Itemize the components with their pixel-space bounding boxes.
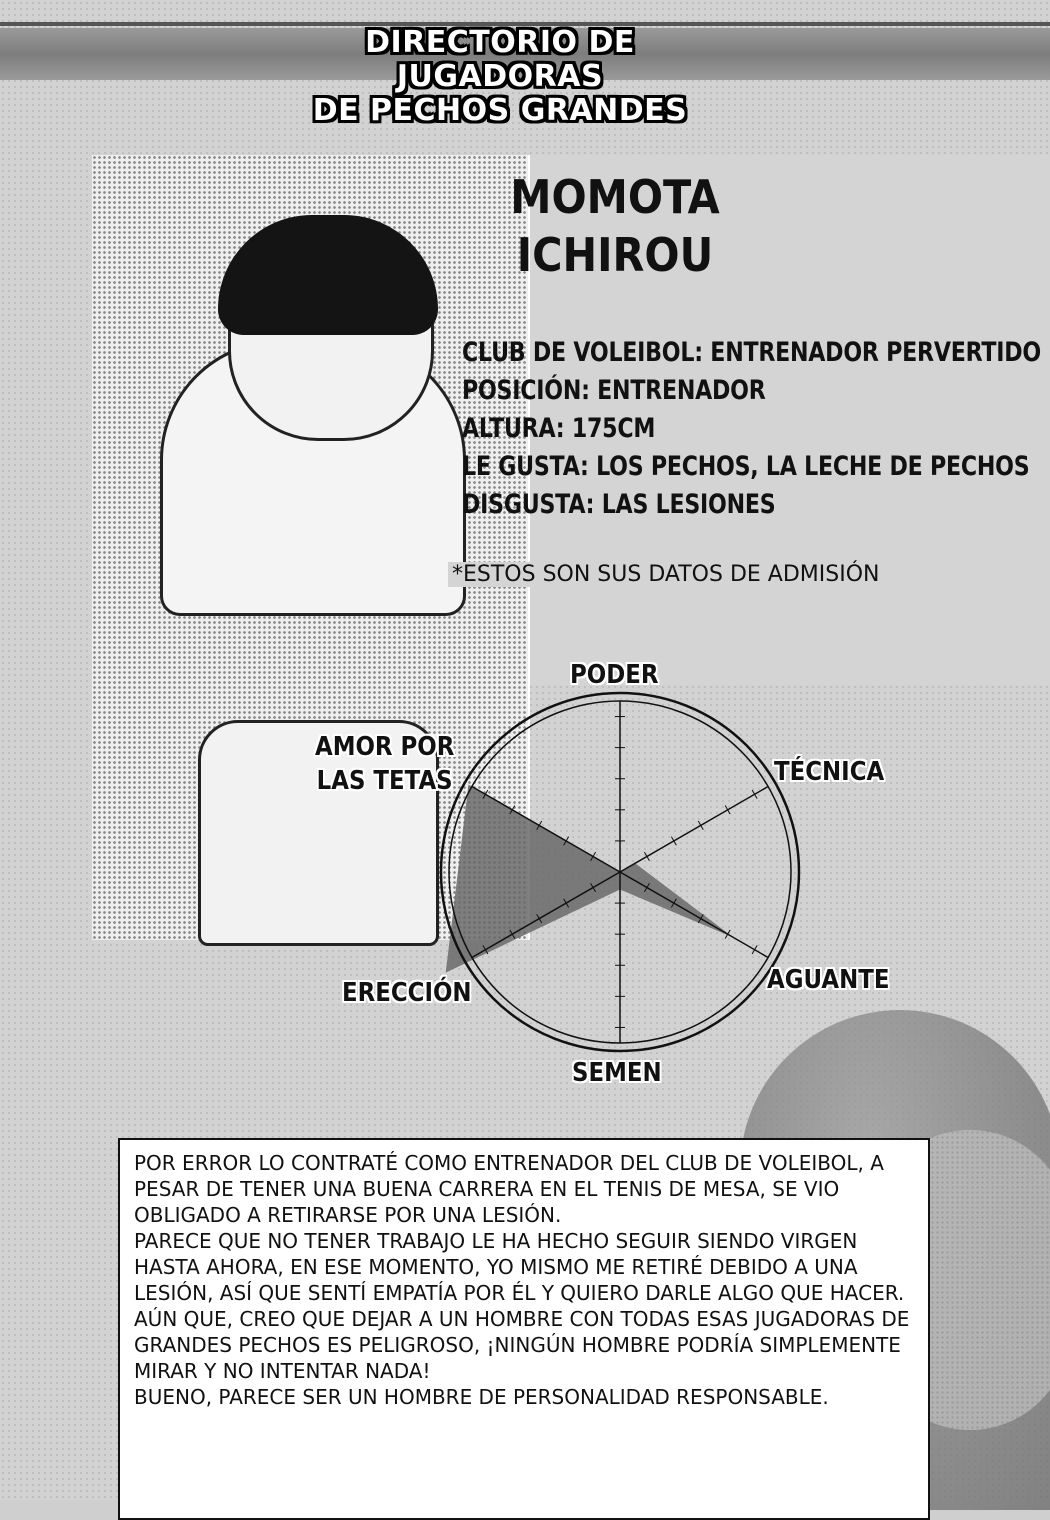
radar-tick: [752, 945, 757, 954]
radar-tick: [752, 790, 757, 799]
info-club: CLUB DE VOLEIBOL: ENTRENADOR PERVERTIDO: [462, 337, 1041, 368]
radar-label-ereccion: ERECCIÓN: [342, 978, 472, 1008]
info-likes: LE GUSTA: LOS PECHOS, LA LECHE DE PECHOS: [462, 451, 1030, 482]
description-paragraph-1: POR ERROR LO CONTRATÉ COMO ENTRENADOR DEL CLUB DE VOLEIBOL, A PESAR DE TENER UNA BUENA CARRERA EN EL TENIS DE MESA, SE VIO OBLIGADO A RETIRARSE POR UNA LESIÓN.: [134, 1151, 884, 1227]
admission-note: *ESTOS SON SUS DATOS DE ADMISIÓN: [448, 562, 883, 587]
radar-value-polygon: [446, 785, 734, 973]
radar-label-poder: PODER: [570, 660, 659, 690]
radar-axis-3: [620, 872, 768, 958]
header-line-1: DIRECTORIO DE JUGADORAS: [365, 25, 635, 94]
radar-tick: [698, 821, 703, 830]
radar-axis-2: [620, 787, 768, 873]
description-paragraph-3: AÚN QUE, CREO QUE DEJAR A UN HOMBRE CON TODAS ESAS JUGADORAS DE GRANDES PECHOS ES PELIGROSO, ¡NINGÚN HOMBRE PODRÍA SIMPLEMENTE MIRAR Y NO INTENTAR NADA!: [134, 1307, 910, 1383]
name-line-2: ICHIROU: [516, 228, 714, 282]
radar-tick: [725, 805, 730, 814]
tetas-line-2: LAS TETAS: [316, 766, 453, 796]
description-paragraph-2: PARECE QUE NO TENER TRABAJO LE HA HECHO SEGUIR SIENDO VIRGEN HASTA AHORA, EN ESE MOMENTO, YO MISMO ME RETIRÉ DEBIDO A UNA LESIÓN, ASÍ QUE SENTÍ EMPATÍA POR ÉL Y QUIERO DARLE ALGO QUE HACER.: [134, 1229, 905, 1305]
radar-label-tecnica: TÉCNICA: [774, 757, 885, 787]
tetas-line-1: AMOR POR: [315, 732, 455, 762]
radar-label-aguante: AGUANTE: [767, 965, 890, 995]
description-box: [118, 1138, 930, 1520]
radar-tick: [644, 852, 649, 861]
radar-label-semen: SEMEN: [572, 1058, 662, 1088]
info-height: ALTURA: 175CM: [462, 413, 656, 444]
description-paragraph-4: BUENO, PARECE SER UN HOMBRE DE PERSONALIDAD RESPONSABLE.: [134, 1385, 829, 1409]
header-line-2: DE PECHOS GRANDES: [312, 93, 688, 128]
radar-tick: [671, 837, 676, 846]
radar-label-amor-por-las-tetas: [315, 730, 454, 798]
info-dislikes: DISGUSTA: LAS LESIONES: [462, 489, 776, 520]
name-line-1: MOMOTA: [510, 170, 720, 224]
info-position: POSICIÓN: ENTRENADOR: [462, 375, 766, 406]
